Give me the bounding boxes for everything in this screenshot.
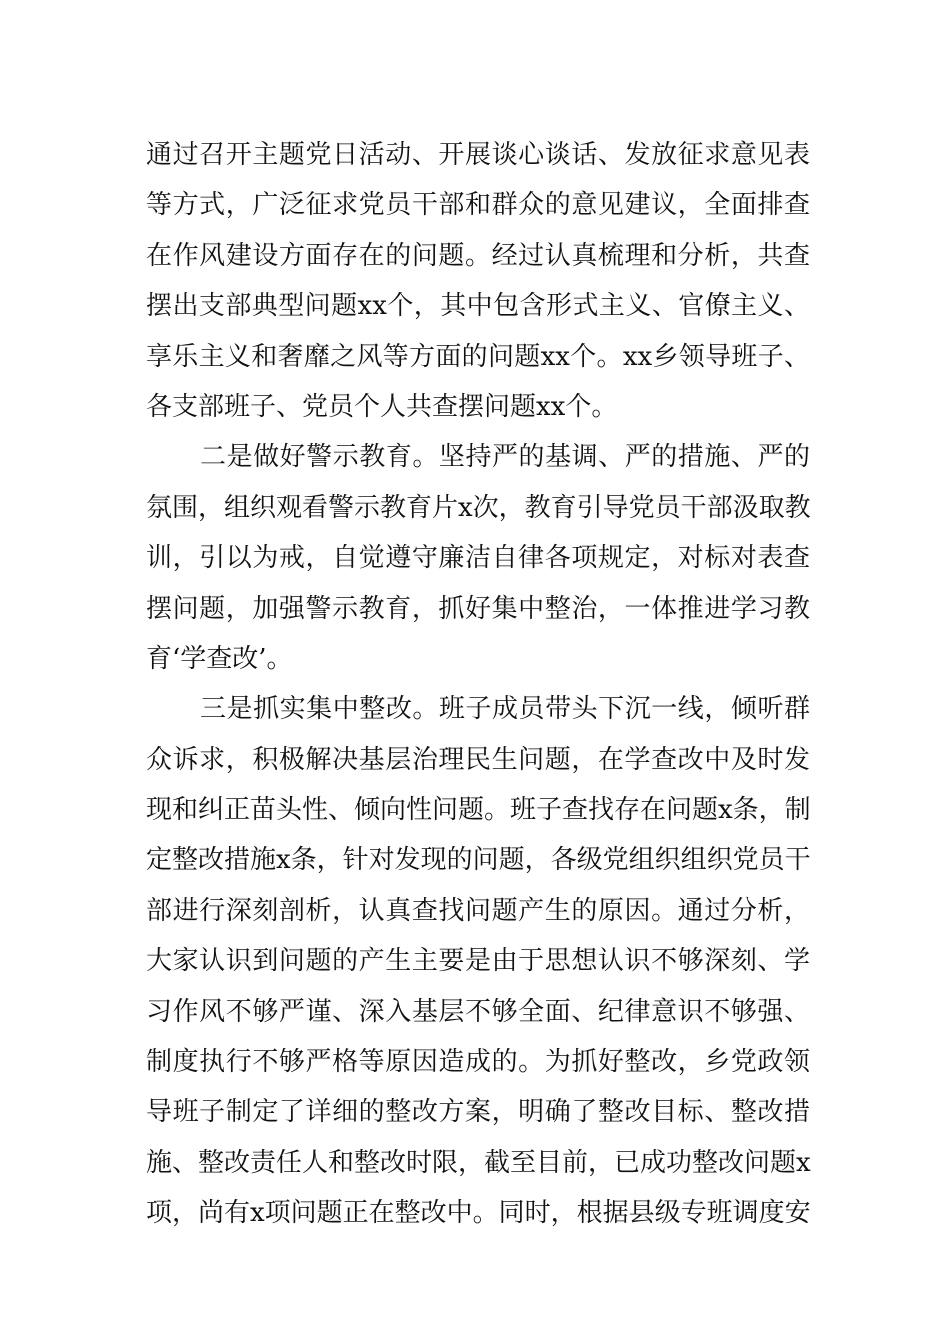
paragraph-3	[146, 684, 810, 1238]
text-line: 氛围，组织观看警示教育片x次，教育引导党员干部汲取教	[146, 492, 811, 523]
text-line: 摆问题，加强警示教育，抓好集中整治，一体推进学习教	[146, 593, 810, 624]
text-line: 导班子制定了详细的整改方案，明确了整改目标、整改措	[146, 1097, 810, 1128]
text-line: 定整改措施x条，针对发现的问题，各级党组织组织党员干	[146, 845, 811, 876]
paragraph-2	[146, 432, 810, 684]
text-line: 众诉求，积极解决基层治理民生问题，在学查改中及时发	[146, 744, 810, 775]
text-line: 通过召开主题党日活动、开展谈心谈话、发放征求意见表	[146, 140, 810, 170]
text-line: 三是抓实集中整改。班子成员带头下沉一线，倾听群	[200, 694, 810, 725]
text-line: 施、整改责任人和整改时限，截至目前，已成功整改问题x	[146, 1147, 811, 1178]
text-line: 二是做好警示教育。坚持严的基调、严的措施、严的	[200, 442, 810, 473]
text-line: 制度执行不够严格等原因造成的。为抓好整改，乡党政领	[146, 1047, 810, 1078]
paragraph-1	[146, 130, 810, 432]
text-line: 项，尚有x项问题正在整改中。同时，根据县级专班调度安	[146, 1198, 811, 1229]
text-line: 享乐主义和奢靡之风等方面的问题xx个。xx乡领导班子、	[146, 341, 810, 372]
text-line: 现和纠正苗头性、倾向性问题。班子查找存在问题x条，制	[146, 795, 811, 826]
text-line: 育‘学查改’。	[146, 643, 293, 674]
text-line: 等方式，广泛征求党员干部和群众的意见建议，全面排查	[146, 190, 810, 221]
document-body	[146, 130, 810, 1239]
text-line: 习作风不够严谨、深入基层不够全面、纪律意识不够强、	[146, 996, 810, 1027]
text-line: 各支部班子、党员个人共查摆问题xx个。	[146, 391, 618, 422]
text-line: 摆出支部典型问题xx个，其中包含形式主义、官僚主义、	[146, 291, 810, 322]
text-line: 训，引以为戒，自觉遵守廉洁自律各项规定，对标对表查	[146, 543, 810, 574]
text-line: 大家认识到问题的产生主要是由于思想认识不够深刻、学	[146, 946, 810, 977]
text-line: 在作风建设方面存在的问题。经过认真梳理和分析，共查	[146, 240, 810, 271]
text-line: 部进行深刻剖析，认真查找问题产生的原因。通过分析，	[146, 895, 810, 926]
